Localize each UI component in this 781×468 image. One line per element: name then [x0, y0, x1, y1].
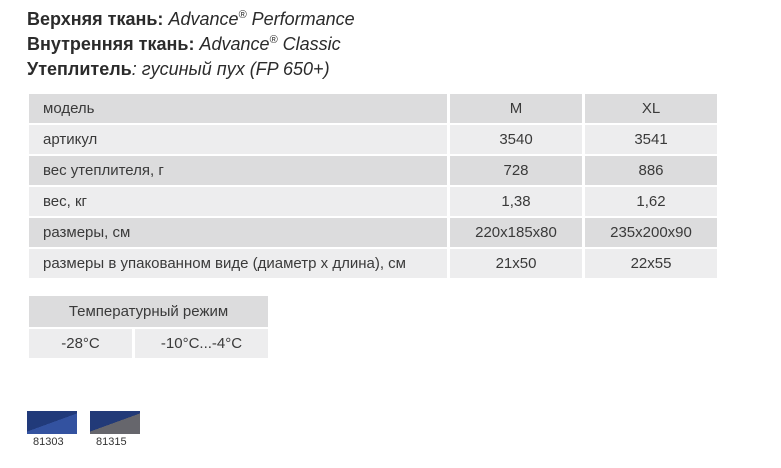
- registered-mark: ®: [269, 34, 278, 46]
- table-row: [29, 218, 717, 249]
- value-xl: 1,62: [582, 187, 717, 218]
- temperature-extreme: -28°C: [29, 329, 132, 358]
- inner-fabric-line: [27, 32, 355, 57]
- temperature-header: Температурный режим: [29, 296, 268, 327]
- row-label: артикул: [29, 125, 447, 156]
- color-code: 81315: [96, 436, 127, 448]
- row-label: размеры в упакованном виде (диаметр х длина), см: [29, 249, 447, 280]
- outer-fabric-value: Advance: [168, 9, 239, 29]
- temperature-values-row: [29, 329, 268, 358]
- value-m: 1,38: [447, 187, 582, 218]
- outer-fabric-suffix: Performance: [251, 9, 355, 29]
- outer-fabric-line: [27, 7, 355, 32]
- value-xl: XL: [582, 94, 717, 125]
- materials-block: [27, 7, 355, 82]
- insulation-value: : гусиный пух (FP 650+): [131, 59, 330, 79]
- spec-table: [29, 94, 717, 280]
- row-label: вес, кг: [29, 187, 447, 218]
- color-swatch: [90, 411, 140, 448]
- row-label: размеры, см: [29, 218, 447, 249]
- table-row: [29, 249, 717, 280]
- value-xl: 22x55: [582, 249, 717, 280]
- color-code: 81303: [33, 436, 64, 448]
- registered-mark: ®: [238, 9, 247, 21]
- inner-fabric-label: Внутренняя ткань:: [27, 34, 195, 54]
- color-swatch: [27, 411, 77, 448]
- row-label: модель: [29, 94, 447, 125]
- color-swatch-box: [90, 411, 140, 434]
- value-m: 220x185x80: [447, 218, 582, 249]
- value-xl: 235x200x90: [582, 218, 717, 249]
- value-m: 728: [447, 156, 582, 187]
- inner-fabric-suffix: Classic: [282, 34, 341, 54]
- table-row: [29, 156, 717, 187]
- temperature-block: [29, 296, 268, 358]
- value-m: 3540: [447, 125, 582, 156]
- value-xl: 3541: [582, 125, 717, 156]
- value-m: M: [447, 94, 582, 125]
- temperature-comfort-range: -10°C...-4°C: [135, 329, 268, 358]
- insulation-label: Утеплитель: [27, 59, 132, 79]
- insulation-line: [27, 57, 355, 82]
- inner-fabric-value: Advance: [199, 34, 270, 54]
- value-m: 21x50: [447, 249, 582, 280]
- table-row: [29, 94, 717, 125]
- table-row: [29, 125, 717, 156]
- row-label: вес утеплителя, г: [29, 156, 447, 187]
- value-xl: 886: [582, 156, 717, 187]
- outer-fabric-label: Верхняя ткань:: [27, 9, 164, 29]
- table-row: [29, 187, 717, 218]
- color-swatch-box: [27, 411, 77, 434]
